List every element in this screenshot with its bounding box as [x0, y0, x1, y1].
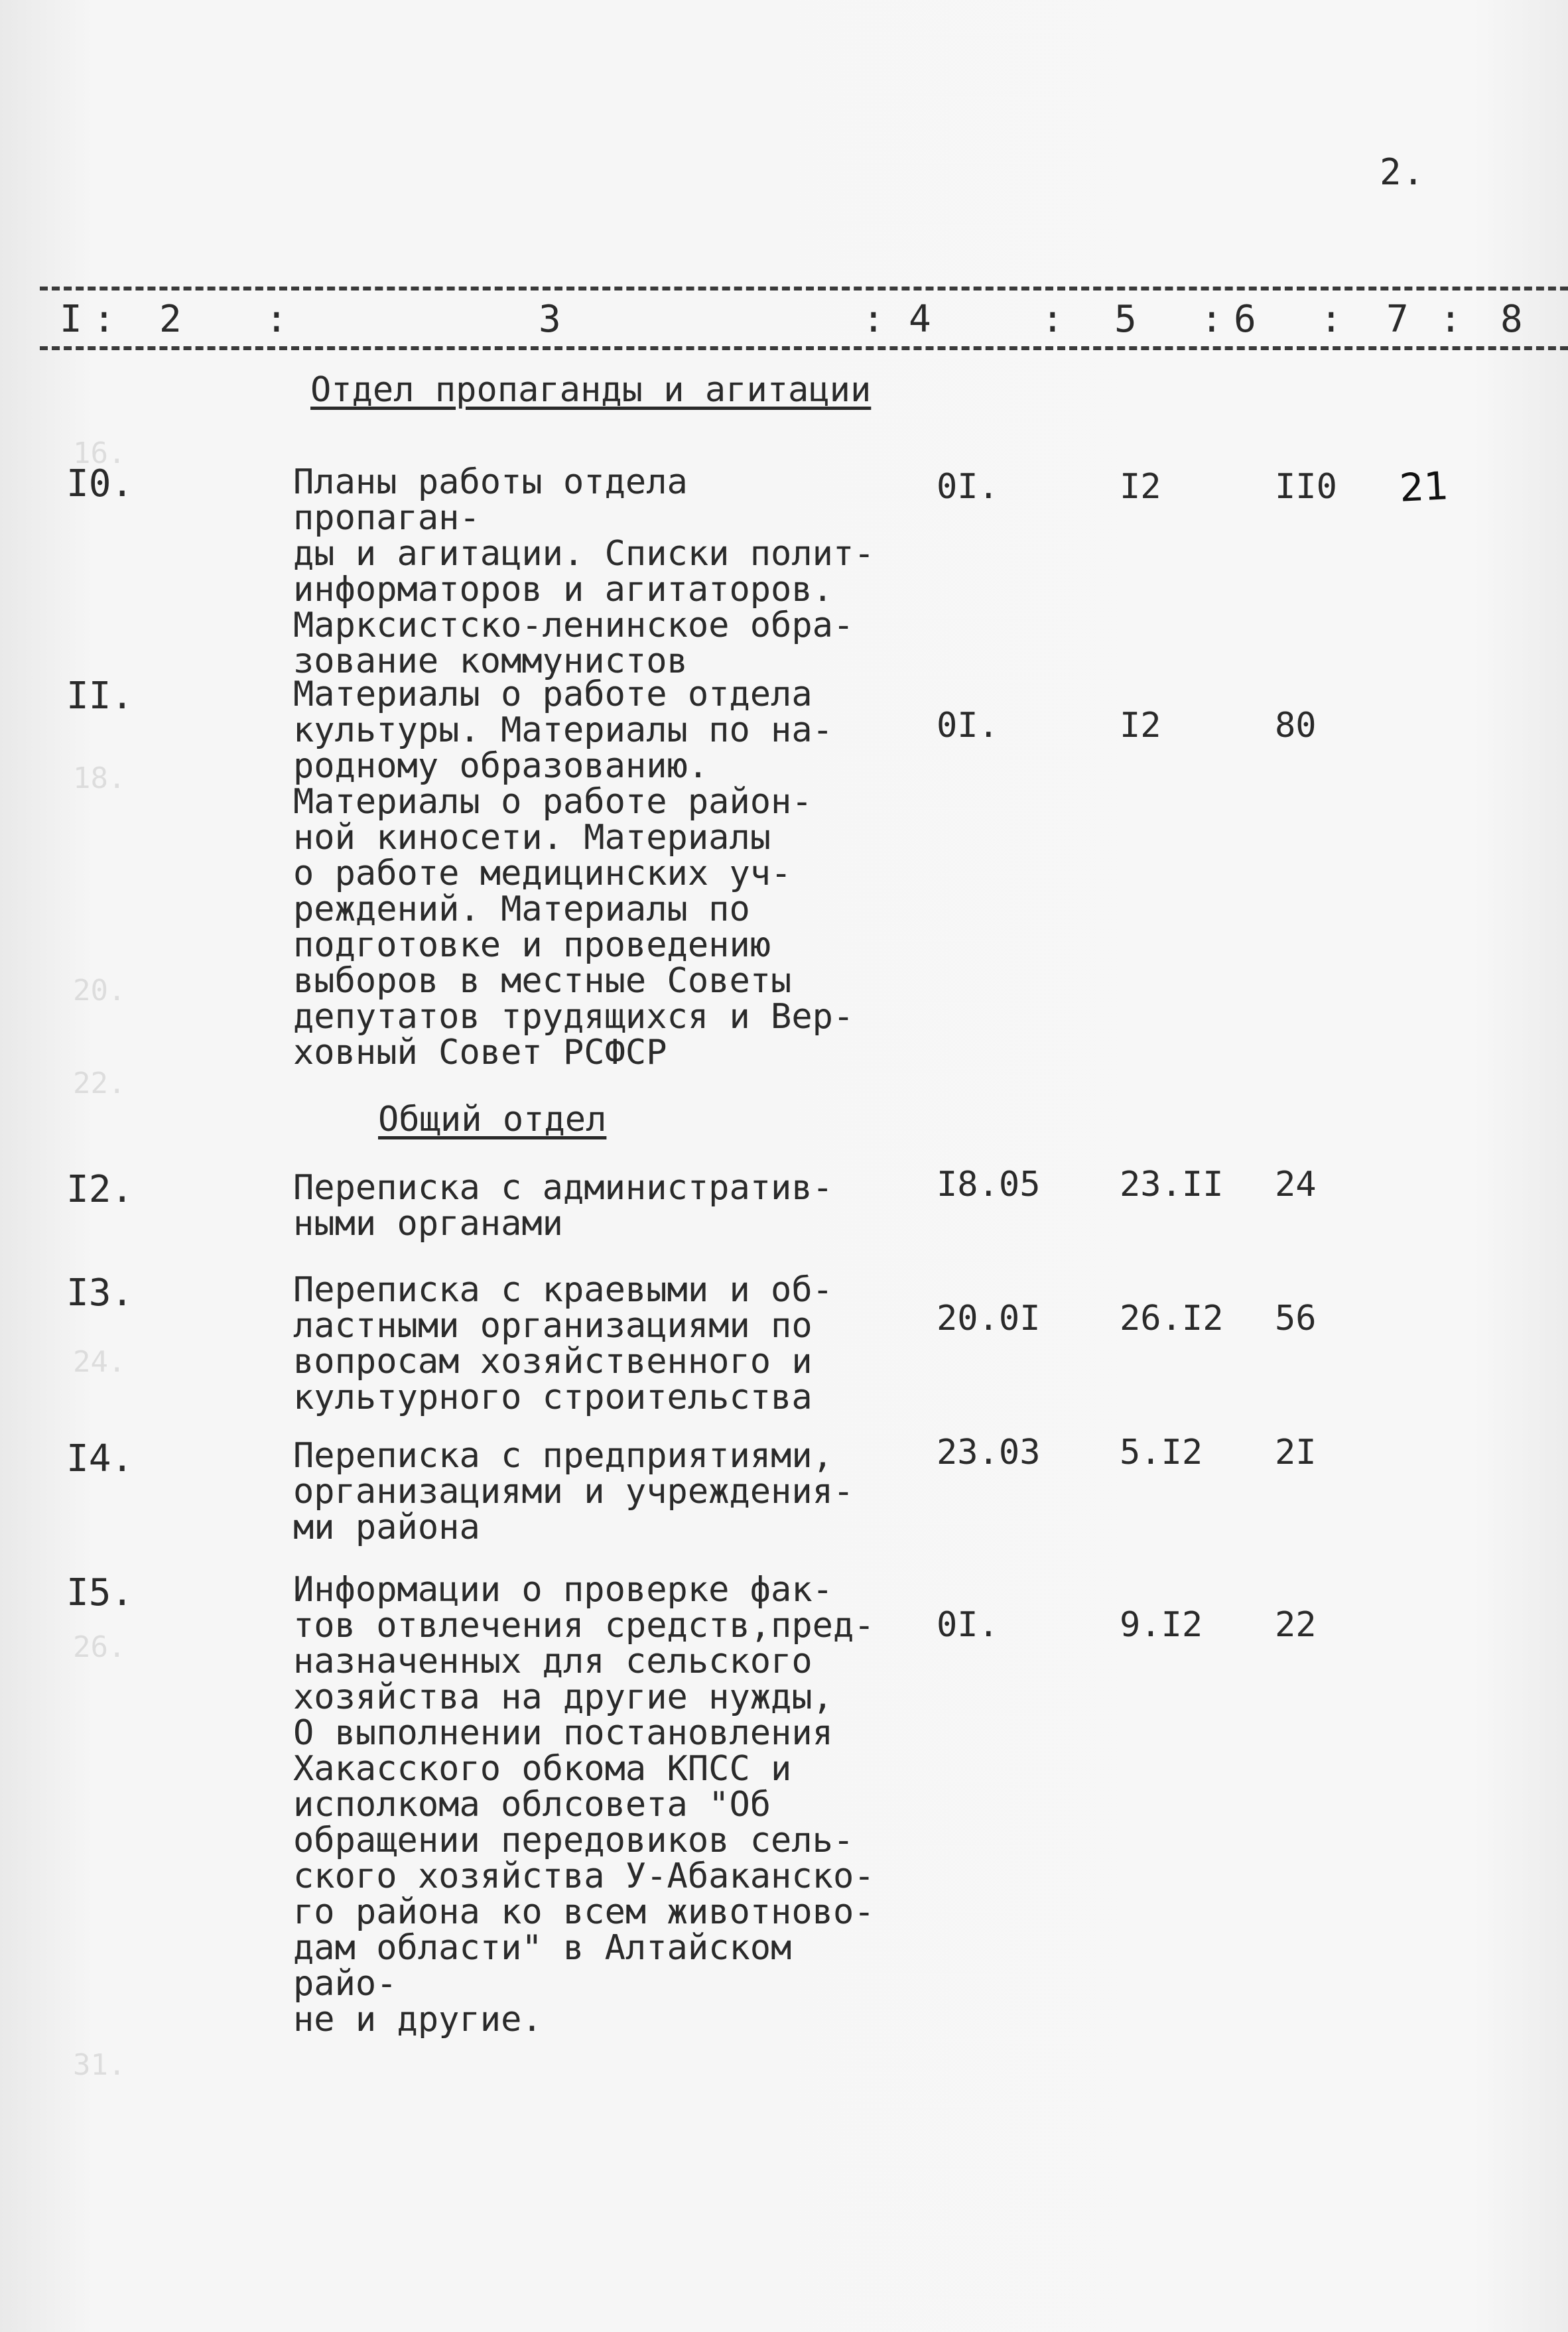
- bleed-through-text: 18.: [73, 761, 126, 795]
- column-header-4: 4: [909, 298, 931, 341]
- cell-col-4: 20.0I: [937, 1299, 1041, 1338]
- header-top-rule: [40, 287, 1568, 291]
- column-separator: :: [93, 298, 115, 341]
- row-description: Переписка с административ- ными органами: [293, 1168, 833, 1244]
- bleed-through-text: 31.: [73, 2048, 126, 2082]
- cell-col-5: 9.I2: [1120, 1605, 1203, 1645]
- bleed-through-text: 16.: [73, 436, 126, 470]
- column-separator: :: [862, 298, 885, 341]
- cell-col-5: 5.I2: [1120, 1433, 1203, 1472]
- column-separator: :: [1439, 298, 1462, 341]
- column-header-1: I: [60, 298, 82, 341]
- cell-col-5: I2: [1120, 706, 1161, 745]
- cell-col-6: 22: [1275, 1605, 1317, 1645]
- column-header-6: 6: [1234, 298, 1256, 341]
- cell-col-5: I2: [1120, 467, 1161, 507]
- page-number: 2.: [1380, 151, 1426, 193]
- row-number: I0.: [66, 462, 134, 505]
- header-bottom-rule: [40, 346, 1568, 350]
- bleed-through-text: 20.: [73, 974, 126, 1007]
- column-separator: :: [1201, 298, 1223, 341]
- column-separator: :: [1320, 298, 1342, 341]
- column-header-5: 5: [1114, 298, 1137, 341]
- cell-col-4: 0I.: [937, 706, 999, 745]
- row-description: Информации о проверке фак- тов отвлечения средств,пред- назначенных для сельского хозяйства на другие нужды, О выполнении постановления Хакасского обкома КПСС и исполкома облсовета "Об обращении передовиков сель- ского хозяйства У-Абаканско- го района ко всем животново- дам области" в Алтайском райо- не и другие.: [293, 1570, 875, 2040]
- cell-col-4: 23.03: [937, 1433, 1041, 1472]
- column-header-2: 2: [159, 298, 182, 341]
- column-separator: :: [265, 298, 288, 341]
- row-number: I5.: [66, 1571, 134, 1614]
- row-description: Материалы о работе отдела культуры. Материалы по на- родному образованию. Материалы о работе район- ной киносети. Материалы о работе медицинских уч- реждений. Материалы по подготовке и проведению выборов в местные Советы депутатов трудящихся и Вер- ховный Совет РСФСР: [293, 675, 854, 1072]
- bleed-through-text: 26.: [73, 1630, 126, 1664]
- bleed-through-text: 24.: [73, 1345, 126, 1379]
- row-description: Переписка с краевыми и об- ластными организациями по вопросам хозяйственного и культурного строительства: [293, 1270, 833, 1417]
- cell-col-6: 24: [1275, 1165, 1317, 1204]
- row-number: I4.: [66, 1437, 134, 1480]
- cell-col-5: 23.II: [1120, 1165, 1224, 1204]
- cell-col-6: 80: [1275, 706, 1317, 745]
- cell-col-4: 0I.: [937, 1605, 999, 1645]
- cell-col-6: 56: [1275, 1299, 1317, 1338]
- row-number: I3.: [66, 1271, 134, 1315]
- cell-col-6: 2I: [1275, 1433, 1317, 1472]
- row-number: I2.: [66, 1168, 134, 1211]
- bleed-through-text: 22.: [73, 1067, 126, 1100]
- handwritten-sheet-count: 21: [1398, 463, 1450, 511]
- cell-col-5: 26.I2: [1120, 1299, 1224, 1338]
- row-description: Переписка с предприятиями, организациями и учреждения- ми района: [293, 1436, 854, 1547]
- column-header-8: 8: [1500, 298, 1523, 341]
- column-separator: :: [1041, 298, 1064, 341]
- cell-col-6: II0: [1275, 467, 1337, 507]
- row-number: II.: [66, 675, 134, 718]
- column-header-3: 3: [539, 298, 561, 341]
- cell-col-4: I8.05: [937, 1165, 1041, 1204]
- cell-col-4: 0I.: [937, 467, 999, 507]
- section-title: Общий отдел: [378, 1100, 607, 1139]
- column-header-7: 7: [1386, 298, 1409, 341]
- section-title: Отдел пропаганды и агитации: [310, 370, 872, 410]
- row-description: Планы работы отдела пропаган- ды и агитации. Списки полит- информаторов и агитаторов. Марксистско-ленинское обра- зование коммунистов: [293, 462, 875, 681]
